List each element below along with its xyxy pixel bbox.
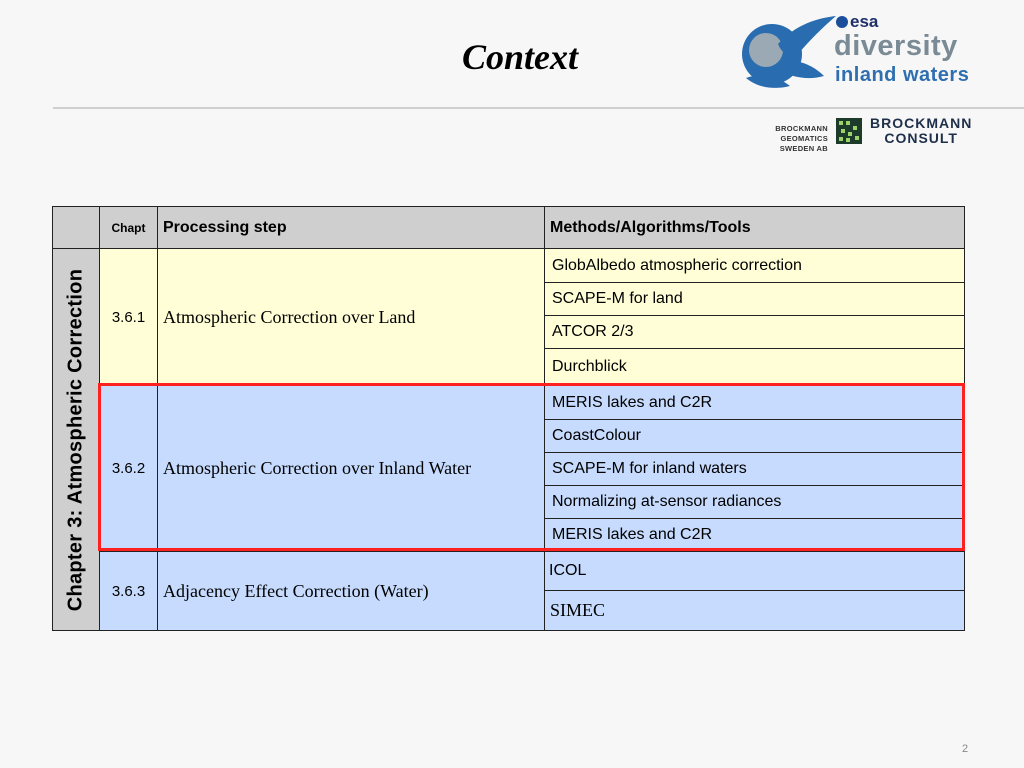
esa-mark	[836, 12, 878, 32]
brand-diversity: diversity	[834, 30, 958, 62]
method-cell: GlobAlbedo atmospheric correction	[545, 249, 965, 283]
table-row	[53, 552, 965, 591]
slide-title: Context	[461, 37, 578, 77]
processing-step: Adjacency Effect Correction (Water)	[158, 552, 545, 631]
method-cell: CoastColour	[545, 420, 965, 453]
method-cell: MERIS lakes and C2R	[545, 519, 965, 552]
method-cell: Durchblick	[545, 349, 965, 386]
method-cell: ATCOR 2/3	[545, 316, 965, 349]
partner2-line2: CONSULT	[884, 130, 958, 146]
partner1-line1: BROCKMANN GEOMATICS	[775, 124, 828, 143]
page-number: 2	[962, 743, 969, 755]
header-blank-cell	[53, 207, 100, 249]
table-row	[53, 249, 965, 283]
header-methods: Methods/Algorithms/Tools	[545, 207, 965, 249]
method-cell: SIMEC	[545, 591, 965, 631]
method-cell: SCAPE-M for land	[545, 283, 965, 316]
method-cell: Normalizing at-sensor radiances	[545, 486, 965, 519]
chapt-number: 3.6.1	[100, 249, 158, 386]
method-cell: SCAPE-M for inland waters	[545, 453, 965, 486]
chapt-number: 3.6.2	[100, 386, 158, 552]
chapt-number: 3.6.3	[100, 552, 158, 631]
method-cell: MERIS lakes and C2R	[545, 386, 965, 420]
brockmann-consult-logo	[870, 116, 972, 146]
header-processing-step: Processing step	[158, 207, 545, 249]
processing-step: Atmospheric Correction over Inland Water	[158, 386, 545, 552]
esa-dot-icon	[836, 16, 848, 28]
bird-fish-logo-icon	[738, 14, 838, 94]
partner2-line1: BROCKMANN	[870, 115, 973, 131]
processing-step: Atmospheric Correction over Land	[158, 249, 545, 386]
chapter-label: Chapter 3: Atmospheric Correction	[64, 268, 87, 611]
table-row	[53, 386, 965, 420]
brand-inland-waters: inland waters	[835, 64, 970, 86]
title-divider	[53, 107, 1024, 109]
brockmann-consult-grid-icon	[836, 118, 862, 144]
table-header-row	[53, 207, 965, 249]
esa-mark-text: esa	[850, 12, 879, 31]
partner1-line2: SWEDEN AB	[779, 144, 828, 153]
header-chapt: Chapt	[100, 207, 158, 249]
method-cell: ICOL	[545, 552, 965, 591]
chapter-side-cell	[53, 249, 100, 631]
brockmann-geomatics-logo	[730, 124, 828, 154]
methods-table	[52, 206, 965, 631]
